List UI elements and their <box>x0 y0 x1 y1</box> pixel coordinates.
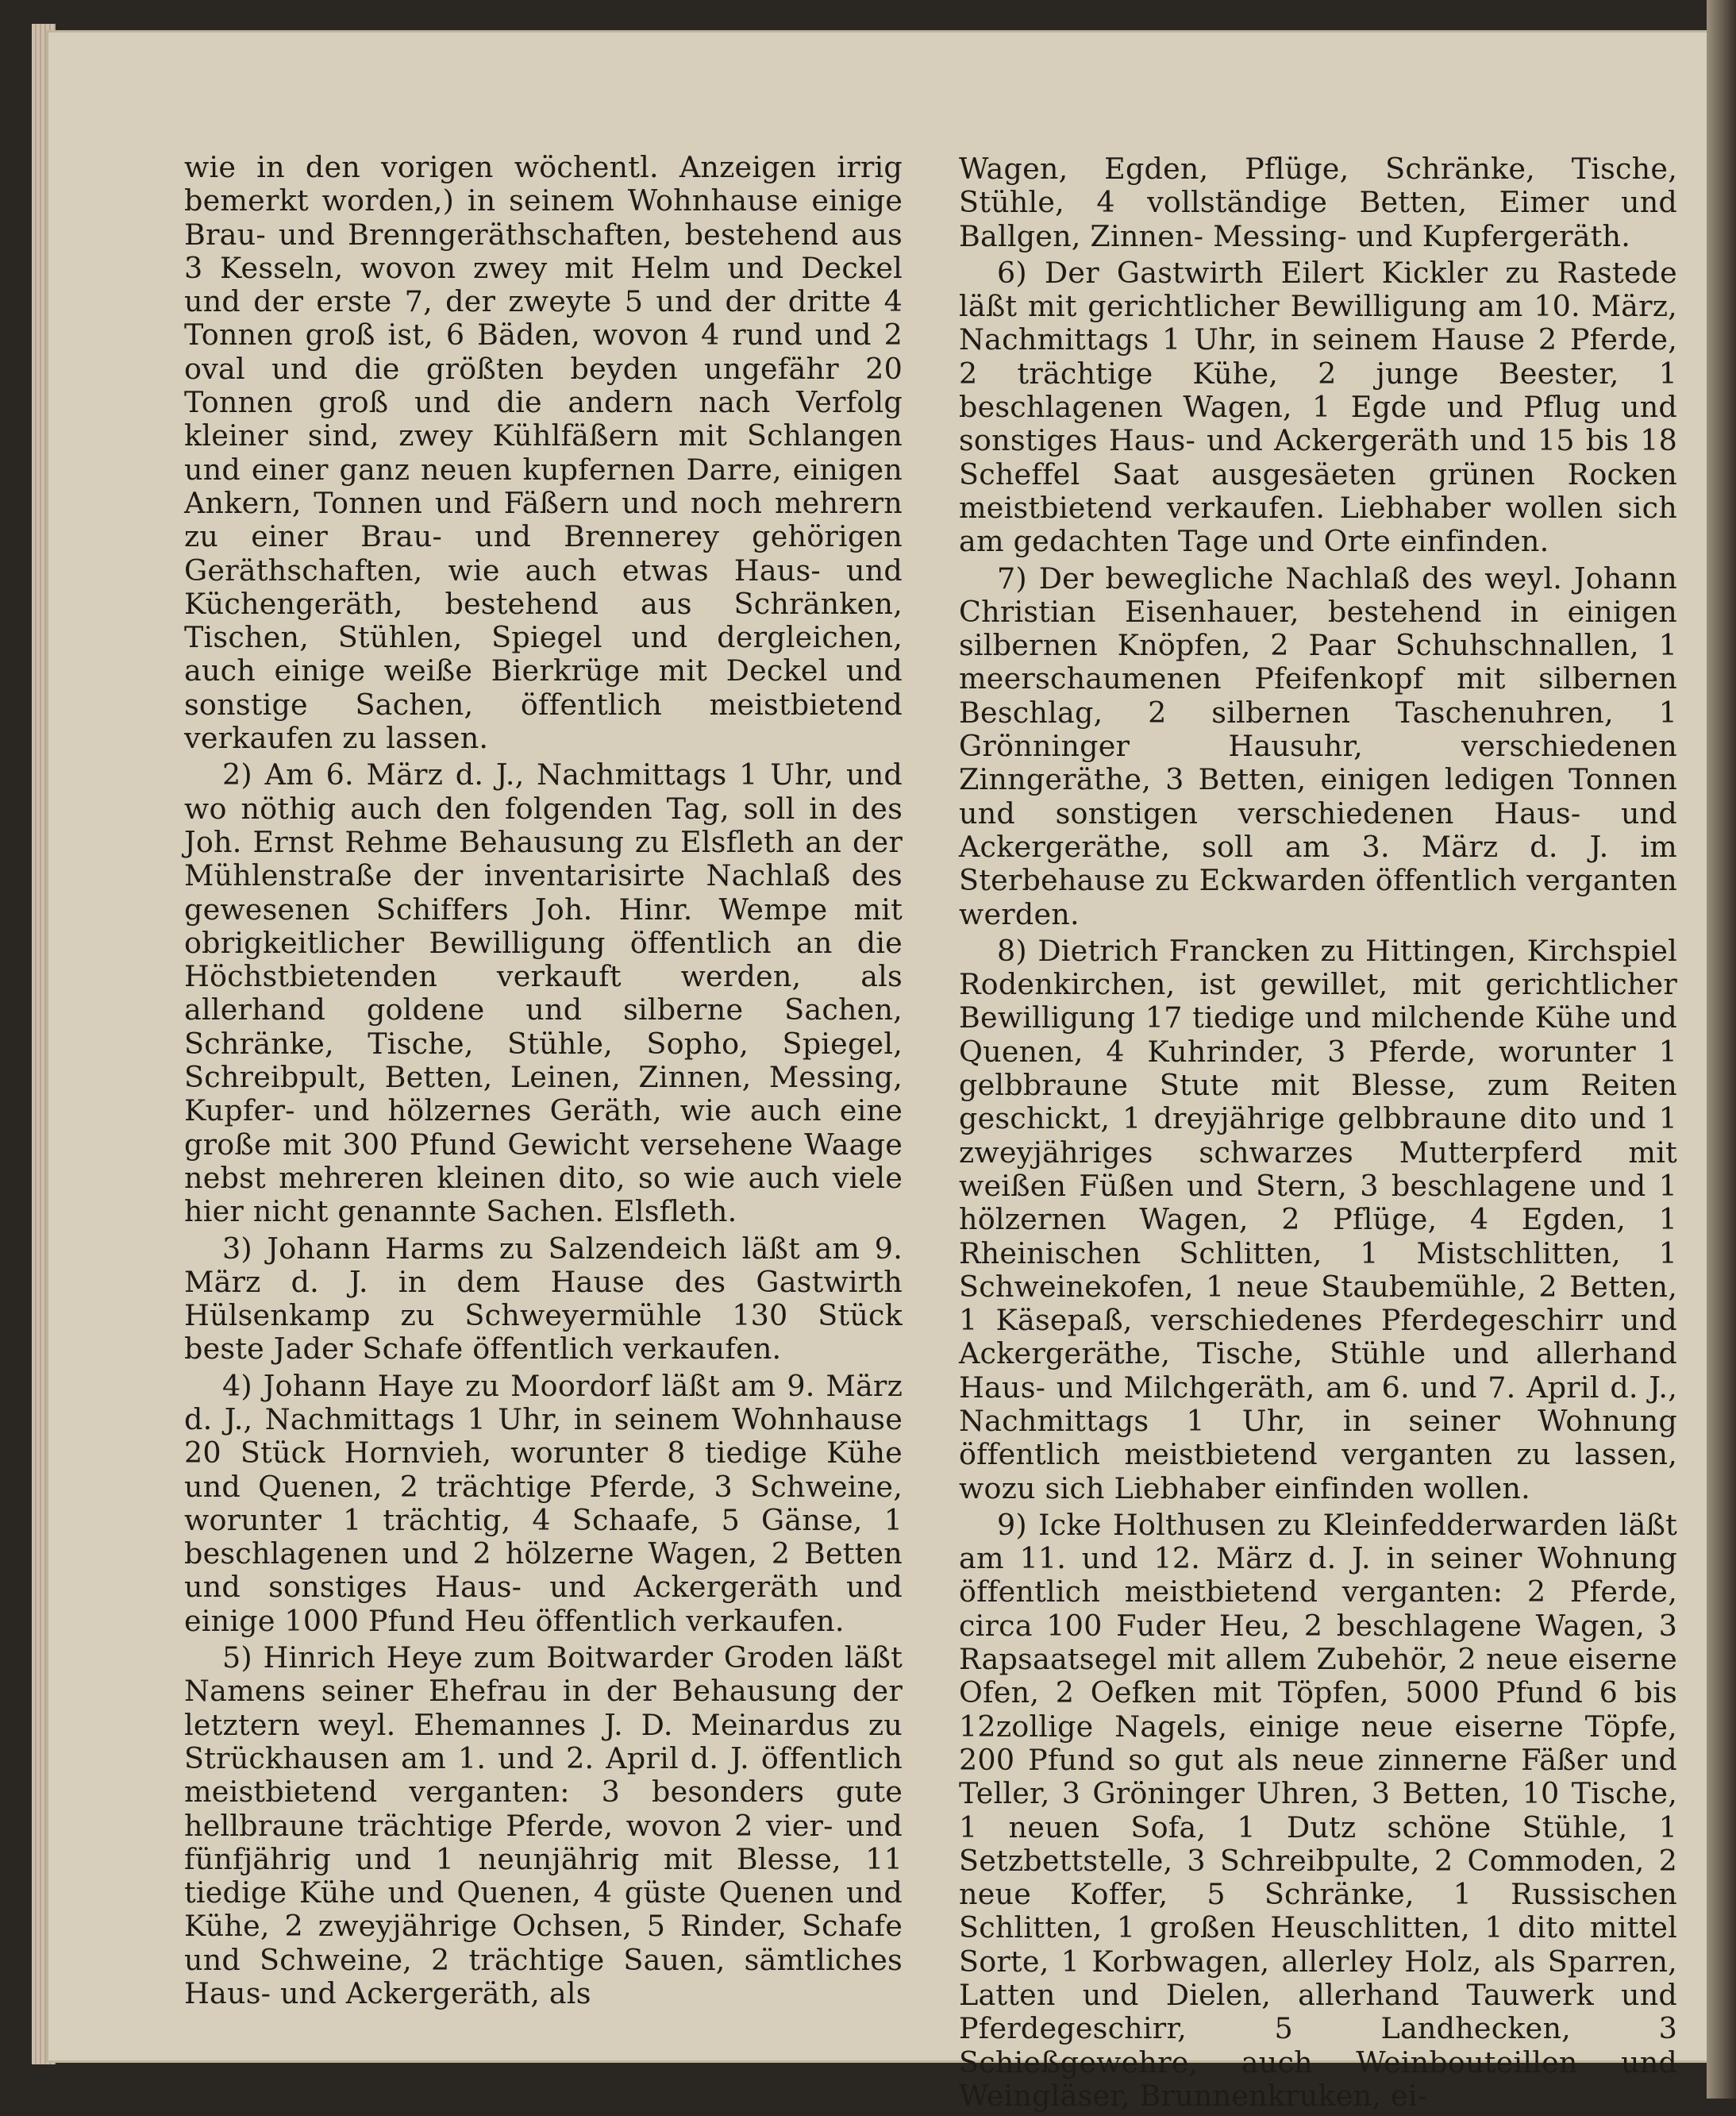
paragraph-5-continuation: Wagen, Egden, Pflüge, Schränke, Tische, Stühle, 4 vollständige Betten, Eimer und Ballgen, Zinnen- Messing- und Kupfergeräth. <box>959 152 1677 253</box>
paragraph-7: 7) Der bewegliche Nachlaß des weyl. Johann Christian Eisenhauer, bestehend in einigen silbernen Knöpfen, 2 Paar Schuhschnallen, 1 meerschaumenen Pfeifenkopf mit silbernen Beschlag, 2 silbernen Taschenuhren, 1 Grönninger Hausuhr, verschiedenen Zinngeräthe, 3 Betten, einigen ledigen Tonnen und sonstigen verschiedenen Haus- und Ackergeräthe, soll am 3. März d. J. im Sterbehause zu Eckwarden öffentlich verganten werden. <box>959 561 1677 931</box>
left-column <box>184 151 903 2014</box>
paragraph-3: 3) Johann Harms zu Salzendeich läßt am 9. März d. J. in dem Hause des Gastwirth Hülsenkamp zu Schweyermühle 130 Stück beste Jader Schafe öffentlich verkaufen. <box>184 1231 903 1366</box>
paragraph-continuation: wie in den vorigen wöchentl. Anzeigen irrig bemerkt worden,) in seinem Wohnhause einige Brau- und Brenngeräthschaften, bestehend aus 3 Kesseln, wovon zwey mit Helm und Deckel und der erste 7, der zweyte 5 und der dritte 4 Tonnen groß ist, 6 Bäden, wovon 4 rund und 2 oval und die größten beyden ungefähr 20 Tonnen groß und die andern nach Verfolg kleiner sind, zwey Kühlfäßern mit Schlangen und einer ganz neuen kupfernen Darre, einigen Ankern, Tonnen und Fäßern und noch mehrern zu einer Brau- und Brennerey gehörigen Geräthschaften, wie auch etwas Haus- und Küchengeräth, bestehend aus Schränken, Tischen, Stühlen, Spiegel und dergleichen, auch einige weiße Bierkrüge mit Deckel und sonstige Sachen, öffentlich meistbietend verkaufen zu lassen. <box>184 150 903 756</box>
paragraph-4: 4) Johann Haye zu Moordorf läßt am 9. März d. J., Nachmittags 1 Uhr, in seinem Wohnhause 20 Stück Hornvieh, worunter 8 tiedige Kühe und Quenen, 2 trächtige Pferde, 3 Schweine, worunter 1 trächtig, 4 Schaafe, 5 Gänse, 1 beschlagenen und 2 hölzerne Wagen, 2 Betten und sonstiges Haus- und Ackergeräth und einige 1000 Pfund Heu öffentlich verkaufen. <box>184 1368 903 1638</box>
paragraph-9: 9) Icke Holthusen zu Kleinfedderwarden läßt am 11. und 12. März d. J. in seiner Wohnung öffentlich meistbietend verganten: 2 Pferde, circa 100 Fuder Heu, 2 beschlagene Wagen, 3 Rapsaatsegel mit allem Zubehör, 2 neue eiserne Ofen, 2 Oefken mit Töpfen, 5000 Pfund 6 bis 12zollige Nagels, einige neue eiserne Töpfe, 200 Pfund so gut als neue zinnerne Fäßer und Teller, 3 Gröninger Uhren, 3 Betten, 10 Tische, 1 neuen Sofa, 1 Dutz schöne Stühle, 1 Setzbettstelle, 3 Schreibpulte, 2 Commoden, 2 neue Koffer, 5 Schränke, 1 Russischen Schlitten, 1 großen Heuschlitten, 1 dito mittel Sorte, 1 Korbwagen, allerley Holz, als Sparren, Latten und Dielen, allerhand Tauwerk und Pferdegeschirr, 5 Landhecken, 3 Schießgewehre, auch Weinbouteillen und Weingläser, Brunnenkruken, ei- <box>959 1507 1677 2113</box>
paragraph-2: 2) Am 6. März d. J., Nachmittags 1 Uhr, und wo nöthig auch den folgenden Tag, soll in des Joh. Ernst Rehme Behausung zu Elsfleth an der Mühlenstraße der inventarisirte Nachlaß des gewesenen Schiffers Joh. Hinr. Wempe mit obrigkeitlicher Bewilligung öffentlich an die Höchstbietenden verkauft werden, als allerhand goldene und silberne Sachen, Schränke, Tische, Stühle, Sopho, Spiegel, Schreibpult, Betten, Leinen, Zinnen, Messing, Kupfer- und hölzernes Geräth, wie auch eine große mit 300 Pfund Gewicht versehene Waage nebst mehreren kleinen dito, so wie auch viele hier nicht genannte Sachen. Elsfleth. <box>184 757 903 1229</box>
binding-edge <box>1707 0 1736 2099</box>
right-column <box>959 152 1677 2116</box>
paragraph-6: 6) Der Gastwirth Eilert Kickler zu Rastede läßt mit gerichtlicher Bewilligung am 10. März, Nachmittags 1 Uhr, in seinem Hause 2 Pferde, 2 trächtige Kühe, 2 junge Beester, 1 beschlagenen Wagen, 1 Egde und Pflug und sonstiges Haus- und Ackergeräth und 15 bis 18 Scheffel Saat ausgesäeten grünen Rocken meistbietend verkaufen. Liebhaber wollen sich am gedachten Tage und Orte einfinden. <box>959 255 1677 559</box>
paragraph-5: 5) Hinrich Heye zum Boitwarder Groden läßt Namens seiner Ehefrau in der Behausung der letztern weyl. Ehemannes J. D. Meinardus zu Strückhausen am 1. und 2. April d. J. öffentlich meistbietend verganten: 3 besonders gute hellbraune trächtige Pferde, wovon 2 vier- und fünfjährig und 1 neunjährig mit Blesse, 11 tiedige Kühe und Quenen, 4 güste Quenen und Kühe, 2 zweyjährige Ochsen, 5 Rinder, Schafe und Schweine, 2 trächtige Sauen, sämtliches Haus- und Ackergeräth, als <box>184 1640 903 2011</box>
paragraph-8: 8) Dietrich Francken zu Hittingen, Kirchspiel Rodenkirchen, ist gewillet, mit gerichtlicher Bewilligung 17 tiedige und milchende Kühe und Quenen, 4 Kuhrinder, 3 Pferde, worunter 1 gelbbraune Stute mit Blesse, zum Reiten geschickt, 1 dreyjährige gelbbraune dito und 1 zweyjähriges schwarzes Mutterpferd mit weißen Füßen und Stern, 3 beschlagene und 1 hölzernen Wagen, 2 Pflüge, 4 Egden, 1 Rheinischen Schlitten, 1 Mistschlitten, 1 Schweinekofen, 1 neue Staubemühle, 2 Betten, 1 Käsepaß, verschiedenes Pferdegeschirr und Ackergeräthe, Tische, Stühle und allerhand Haus- und Milchgeräth, am 6. und 7. April d. J., Nachmittags 1 Uhr, in seiner Wohnung öffentlich meistbietend verganten zu lassen, wozu sich Liebhaber einfinden wollen. <box>959 933 1677 1505</box>
